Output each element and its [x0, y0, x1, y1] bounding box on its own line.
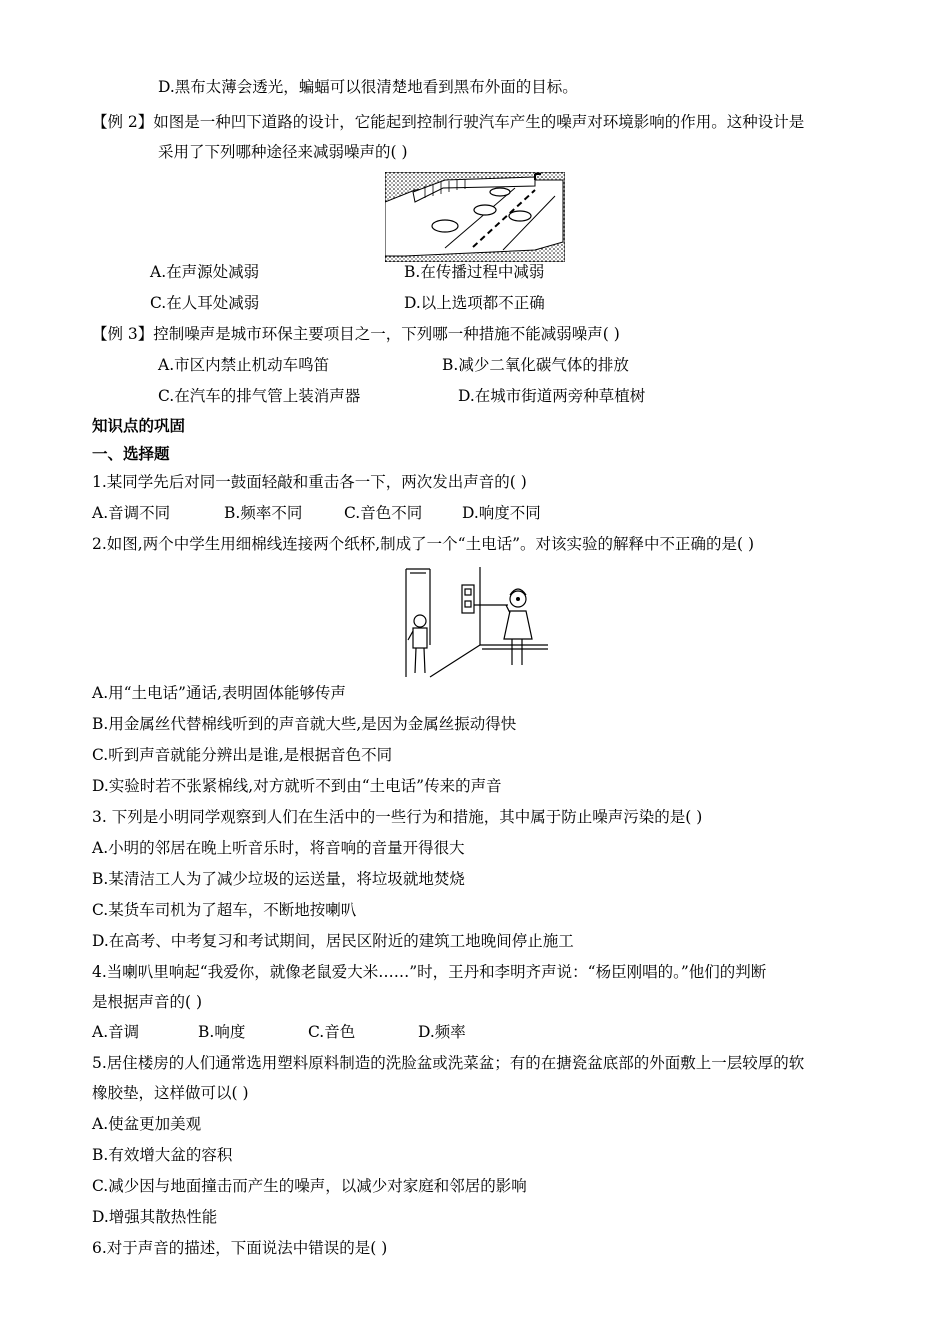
q4-option-d: D.频率	[418, 1023, 466, 1041]
q4-stem-cont: 是根据声音的( )	[92, 993, 203, 1011]
example1-option-d: D.黑布太薄会透光，蝙蝠可以很清楚地看到黑布外面的目标。	[158, 78, 578, 96]
example3-option-d: D.在城市街道两旁种草植树	[458, 387, 646, 405]
q4-option-b: B.响度	[198, 1023, 246, 1041]
example3-question: 【例 3】控制噪声是城市环保主要项目之一，下列哪一种措施不能减弱噪声( )	[92, 325, 620, 343]
q5-option-c: C.减少因与地面撞击而产生的噪声，以减少对家庭和邻居的影响	[92, 1177, 527, 1195]
q3-option-d: D.在高考、中考复习和考试期间，居民区附近的建筑工地晚间停止施工	[92, 932, 574, 950]
q2-option-c: C.听到声音就能分辨出是谁,是根据音色不同	[92, 746, 393, 764]
section-heading: 知识点的巩固	[92, 416, 186, 435]
example2-option-d: D.以上选项都不正确	[404, 294, 545, 312]
q4-option-a: A.音调	[92, 1023, 140, 1041]
q3-option-b: B.某清洁工人为了减少垃圾的运送量，将垃圾就地焚烧	[92, 870, 465, 888]
example3-option-b: B.减少二氧化碳气体的排放	[442, 356, 629, 374]
example2-question-cont: 采用了下列哪种途径来减弱噪声的( )	[158, 143, 408, 161]
q5-option-a: A.使盆更加美观	[92, 1115, 202, 1133]
example3-option-a: A.市区内禁止机动车鸣笛	[158, 356, 330, 374]
q3-stem: 3. 下列是小明同学观察到人们在生活中的一些行为和措施，其中属于防止噪声污染的是( )	[92, 808, 703, 826]
example3-option-c: C.在汽车的排气管上装消声器	[158, 387, 361, 405]
q3-option-c: C.某货车司机为了超车，不断地按喇叭	[92, 901, 357, 919]
string-telephone-figure	[400, 565, 550, 680]
q5-option-d: D.增强其散热性能	[92, 1208, 218, 1226]
q2-option-a: A.用“土电话”通话,表明固体能够传声	[92, 684, 346, 702]
q1-option-a: A.音调不同	[92, 504, 171, 522]
q1-option-c: C.音色不同	[344, 504, 423, 522]
q4-stem: 4.当喇叭里响起“我爱你，就像老鼠爱大米……”时，王丹和李明齐声说：“杨臣刚唱的。”他们的判断	[92, 963, 767, 981]
sunken-road-figure	[385, 172, 565, 262]
q6-stem: 6.对于声音的描述，下面说法中错误的是( )	[92, 1239, 388, 1257]
q1-option-d: D.响度不同	[462, 504, 541, 522]
example2-option-a: A.在声源处减弱	[150, 263, 260, 281]
q3-option-a: A.小明的邻居在晚上听音乐时，将音响的音量开得很大	[92, 839, 465, 857]
q5-option-b: B.有效增大盆的容积	[92, 1146, 233, 1164]
q2-stem: 2.如图,两个中学生用细棉线连接两个纸杯,制成了一个“土电话”。对该实验的解释中不正确的是( )	[92, 535, 755, 553]
q1-stem: 1.某同学先后对同一鼓面轻敲和重击各一下，两次发出声音的( )	[92, 473, 527, 491]
subsection-heading: 一、选择题	[92, 444, 170, 463]
q2-option-b: B.用金属丝代替棉线听到的声音就大些,是因为金属丝振动得快	[92, 715, 517, 733]
example2-question: 【例 2】如图是一种凹下道路的设计，它能起到控制行驶汽车产生的噪声对环境影响的作用。这种设计是	[92, 113, 805, 131]
example2-option-c: C.在人耳处减弱	[150, 294, 260, 312]
q1-option-b: B.频率不同	[224, 504, 303, 522]
q4-option-c: C.音色	[308, 1023, 356, 1041]
example2-option-b: B.在传播过程中减弱	[404, 263, 545, 281]
q2-option-d: D.实验时若不张紧棉线,对方就听不到由“土电话”传来的声音	[92, 777, 502, 795]
q5-stem-cont: 橡胶垫，这样做可以( )	[92, 1084, 249, 1102]
q5-stem: 5.居住楼房的人们通常选用塑料原料制造的洗脸盆或洗菜盆；有的在搪瓷盆底部的外面敷上一层较厚的软	[92, 1054, 805, 1072]
